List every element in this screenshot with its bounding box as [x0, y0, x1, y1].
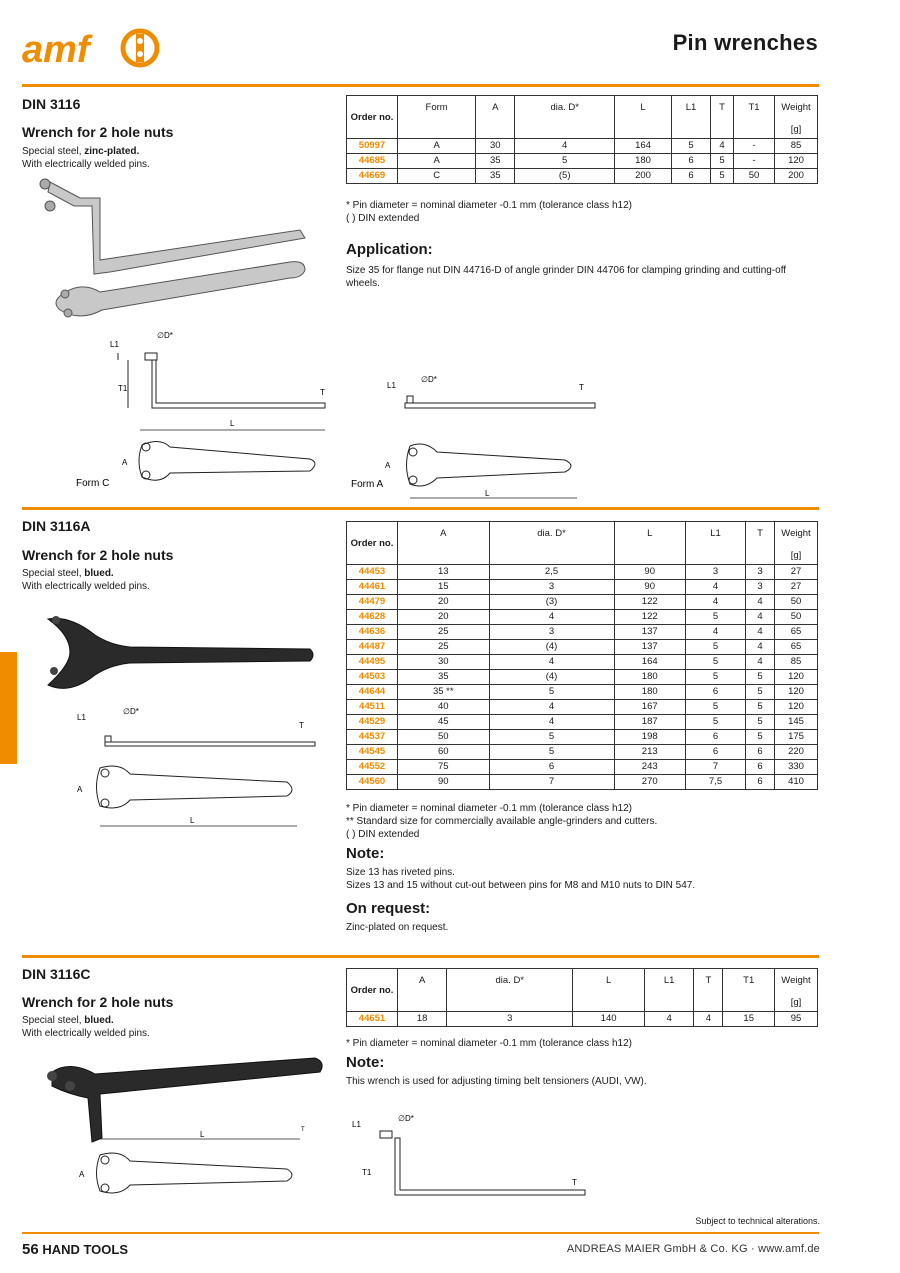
col-a: A: [476, 96, 515, 139]
svg-text:L1: L1: [387, 381, 396, 390]
col-l1: L1: [645, 969, 694, 1012]
table-cell: 4: [711, 139, 734, 154]
table-cell: 13: [398, 565, 490, 580]
order-number-cell[interactable]: 44560: [347, 775, 398, 790]
svg-text:L: L: [190, 816, 195, 825]
table-header: [347, 96, 818, 139]
table-cell: 6: [746, 760, 775, 775]
table-cell: 175: [775, 730, 818, 745]
table-cell: 180: [614, 685, 685, 700]
table-cell: 3: [447, 1012, 573, 1027]
table-cell: 50: [398, 730, 490, 745]
table-cell: 122: [614, 610, 685, 625]
col-a: A: [398, 522, 490, 565]
table-cell: 90: [614, 565, 685, 580]
table-cell: 6: [685, 745, 745, 760]
amf-logo: [22, 24, 162, 74]
table-row: [347, 625, 818, 640]
section2-din: DIN 3116A: [22, 518, 91, 534]
table-row: [347, 700, 818, 715]
table-header: [347, 522, 818, 565]
table-cell: (4): [489, 670, 614, 685]
section3-material: Special steel, blued.: [22, 1015, 114, 1026]
table-row: [347, 580, 818, 595]
table-header: [347, 969, 818, 1012]
table-cell: 7,5: [685, 775, 745, 790]
svg-text:L1: L1: [77, 713, 86, 722]
order-number-cell[interactable]: 44636: [347, 625, 398, 640]
table-cell: 5: [685, 715, 745, 730]
note-heading: Note:: [346, 845, 385, 862]
wrench-photo-formc: [30, 170, 330, 320]
table-cell: 270: [614, 775, 685, 790]
table-cell: 6: [671, 154, 710, 169]
svg-text:T: T: [579, 383, 584, 392]
table-cell: 4: [746, 655, 775, 670]
order-number-cell[interactable]: 44461: [347, 580, 398, 595]
table-cell: 6: [685, 730, 745, 745]
table-cell: 180: [614, 670, 685, 685]
col-order: Order no.: [347, 96, 398, 139]
table-cell: 4: [746, 640, 775, 655]
section1-din: DIN 3116: [22, 96, 81, 112]
table-cell: 35: [398, 670, 490, 685]
col-t: T: [694, 969, 723, 1012]
table-row: [347, 685, 818, 700]
order-number-cell[interactable]: 44529: [347, 715, 398, 730]
table-cell: 145: [775, 715, 818, 730]
table-cell: 5: [746, 700, 775, 715]
table-cell: 4: [746, 625, 775, 640]
table-cell: 140: [573, 1012, 645, 1027]
table-cell: 198: [614, 730, 685, 745]
table-cell: (5): [515, 169, 615, 184]
order-number-cell[interactable]: 44495: [347, 655, 398, 670]
svg-text:L: L: [230, 419, 235, 428]
svg-text:∅D*: ∅D*: [398, 1114, 414, 1123]
table-cell: 4: [685, 580, 745, 595]
table-cell: 120: [775, 700, 818, 715]
table-cell: 5: [711, 169, 734, 184]
application-text: Size 35 for flange nut DIN 44716-D of angle grinder DIN 44706 for clamping grinding and cutting-off wheels.: [346, 265, 787, 289]
section3-table: [346, 968, 818, 1027]
order-number-cell[interactable]: 44545: [347, 745, 398, 760]
table-cell: 5: [746, 685, 775, 700]
section3-din: DIN 3116C: [22, 966, 91, 982]
table-cell: 200: [615, 169, 672, 184]
svg-text:A: A: [77, 785, 83, 794]
table-cell: 137: [614, 625, 685, 640]
table-cell: 164: [615, 139, 672, 154]
table-cell: 75: [398, 760, 490, 775]
table-cell: 120: [775, 685, 818, 700]
svg-text:∅D*: ∅D*: [421, 375, 437, 384]
table-cell: 5: [489, 745, 614, 760]
table-cell: 5: [711, 154, 734, 169]
order-number-cell[interactable]: 50997: [347, 139, 398, 154]
table-cell: 27: [775, 580, 818, 595]
table-row: [347, 745, 818, 760]
note3-text: This wrench is used for adjusting timing belt tensioners (AUDI, VW).: [346, 1076, 647, 1087]
table-cell: 35: [476, 169, 515, 184]
table-cell: 3: [685, 565, 745, 580]
table-cell: 120: [775, 670, 818, 685]
table-cell: 15: [398, 580, 490, 595]
table-row: [347, 655, 818, 670]
col-t: T: [711, 96, 734, 139]
table-cell: A: [398, 139, 476, 154]
order-number-cell[interactable]: 44644: [347, 685, 398, 700]
section1-subtitle: Wrench for 2 hole nuts: [22, 124, 174, 140]
header-rule: [22, 84, 819, 87]
section2-subtitle: Wrench for 2 hole nuts: [22, 547, 174, 563]
table-cell: 18: [398, 1012, 447, 1027]
table-cell: 5: [685, 670, 745, 685]
section2-footnote-3: ( ) DIN extended: [346, 829, 420, 840]
note-line-1: Size 13 has riveted pins.: [346, 867, 455, 878]
table-cell: 220: [775, 745, 818, 760]
din3116c-top-drawing: [65, 1125, 325, 1205]
table-cell: 3: [746, 580, 775, 595]
col-weight: Weight [g]: [775, 969, 818, 1012]
table-cell: 3: [489, 625, 614, 640]
application-heading: Application:: [346, 241, 433, 258]
table-cell: 2,5: [489, 565, 614, 580]
table-cell: 90: [398, 775, 490, 790]
order-number-cell[interactable]: 44685: [347, 154, 398, 169]
table-cell: 5: [685, 610, 745, 625]
table-cell: 5: [515, 154, 615, 169]
table-cell: 4: [746, 595, 775, 610]
table-cell: 85: [775, 655, 818, 670]
table-cell: 27: [775, 565, 818, 580]
section2-material: Special steel, blued.: [22, 568, 114, 579]
section3-subtitle: Wrench for 2 hole nuts: [22, 994, 174, 1010]
page-title: Pin wrenches: [672, 30, 818, 55]
table-cell: 35: [476, 154, 515, 169]
table-cell: 50: [734, 169, 775, 184]
table-cell: 65: [775, 640, 818, 655]
side-tab: [0, 652, 17, 764]
col-l1: L1: [671, 96, 710, 139]
table-cell: 180: [615, 154, 672, 169]
table-cell: 4: [746, 610, 775, 625]
col-order: Order no.: [347, 522, 398, 565]
order-number-cell[interactable]: 44487: [347, 640, 398, 655]
svg-text:T: T: [301, 1127, 305, 1133]
col-dia: dia. D*: [515, 96, 615, 139]
table-cell: 4: [685, 595, 745, 610]
table-cell: 6: [746, 775, 775, 790]
table-cell: 6: [671, 169, 710, 184]
table-cell: 3: [746, 565, 775, 580]
table-row: [347, 640, 818, 655]
col-dia: dia. D*: [447, 969, 573, 1012]
table-cell: 35 **: [398, 685, 490, 700]
table-cell: 50: [775, 595, 818, 610]
section2-footnote-2: ** Standard size for commercially available angle-grinders and cutters.: [346, 816, 658, 827]
table-cell: 65: [775, 625, 818, 640]
table-cell: 164: [614, 655, 685, 670]
svg-text:∅D*: ∅D*: [157, 331, 173, 340]
table-cell: 5: [489, 730, 614, 745]
section3-footnote-1: * Pin diameter = nominal diameter -0.1 mm (tolerance class h12): [346, 1038, 632, 1049]
table-cell: 30: [398, 655, 490, 670]
order-number-cell[interactable]: 44511: [347, 700, 398, 715]
table-cell: 4: [489, 655, 614, 670]
svg-text:T1: T1: [118, 384, 128, 393]
request-text: Zinc-plated on request.: [346, 922, 449, 933]
table-row: [347, 715, 818, 730]
table-cell: 5: [489, 685, 614, 700]
col-l1: L1: [685, 522, 745, 565]
col-l: L: [615, 96, 672, 139]
table-cell: 95: [775, 1012, 818, 1027]
svg-text:T: T: [320, 388, 325, 397]
col-l: L: [614, 522, 685, 565]
table-cell: (4): [489, 640, 614, 655]
din3116c-side-drawing: [340, 1105, 610, 1210]
table-cell: 40: [398, 700, 490, 715]
section1-table: [346, 95, 818, 184]
table-row: [347, 1012, 818, 1027]
table-cell: 5: [685, 700, 745, 715]
wrench-photo-3116a: [40, 605, 320, 700]
col-t1: T1: [734, 96, 775, 139]
table-cell: 4: [489, 700, 614, 715]
table-cell: (3): [489, 595, 614, 610]
table-cell: 20: [398, 595, 490, 610]
order-number-cell[interactable]: 44479: [347, 595, 398, 610]
svg-text:T: T: [572, 1178, 577, 1187]
table-cell: 7: [489, 775, 614, 790]
col-l: L: [573, 969, 645, 1012]
table-cell: 50: [775, 610, 818, 625]
note3-heading: Note:: [346, 1054, 385, 1071]
table-cell: 5: [746, 730, 775, 745]
table-cell: 4: [685, 625, 745, 640]
table-cell: 15: [723, 1012, 775, 1027]
table-cell: C: [398, 169, 476, 184]
table-cell: 4: [515, 139, 615, 154]
table-cell: A: [398, 154, 476, 169]
footer-company: ANDREAS MAIER GmbH & Co. KG · www.amf.de: [566, 1243, 820, 1255]
form-c-label: Form C: [76, 478, 110, 489]
table-cell: 4: [645, 1012, 694, 1027]
section1-material: Special steel, zinc-plated.: [22, 146, 140, 157]
table-cell: 5: [746, 715, 775, 730]
order-number-cell[interactable]: 44552: [347, 760, 398, 775]
section1-footnote-1: * Pin diameter = nominal diameter -0.1 mm (tolerance class h12): [346, 200, 632, 211]
table-cell: 4: [694, 1012, 723, 1027]
note-line-2: Sizes 13 and 15 without cut-out between pins for M8 and M10 nuts to DIN 547.: [346, 880, 696, 891]
section2-rule: [22, 507, 819, 510]
svg-text:A: A: [79, 1170, 85, 1179]
svg-text:L: L: [485, 489, 490, 498]
table-cell: 410: [775, 775, 818, 790]
formc-drawing: [70, 325, 340, 495]
table-cell: 45: [398, 715, 490, 730]
svg-text:A: A: [122, 458, 128, 467]
section2-footnote-1: * Pin diameter = nominal diameter -0.1 mm (tolerance class h12): [346, 803, 632, 814]
page-number: 56: [22, 1241, 39, 1258]
table-cell: 213: [614, 745, 685, 760]
table-cell: 5: [671, 139, 710, 154]
table-cell: 25: [398, 640, 490, 655]
order-number-cell[interactable]: 44669: [347, 169, 398, 184]
table-row: [347, 154, 818, 169]
table-cell: -: [734, 139, 775, 154]
table-cell: 30: [476, 139, 515, 154]
footer-section: HAND TOOLS: [42, 1242, 129, 1257]
svg-text:T1: T1: [362, 1168, 372, 1177]
table-row: [347, 730, 818, 745]
col-t: T: [746, 522, 775, 565]
table-row: [347, 775, 818, 790]
order-number-cell[interactable]: 44651: [347, 1012, 398, 1027]
section1-footnote-2: ( ) DIN extended: [346, 213, 420, 224]
col-a: A: [398, 969, 447, 1012]
table-cell: -: [734, 154, 775, 169]
table-cell: 187: [614, 715, 685, 730]
table-row: [347, 760, 818, 775]
section1-desc: With electrically welded pins.: [22, 159, 150, 170]
table-cell: 120: [775, 154, 818, 169]
request-heading: On request:: [346, 900, 431, 917]
section3-desc: With electrically welded pins.: [22, 1028, 150, 1039]
table-cell: 6: [685, 685, 745, 700]
table-cell: 167: [614, 700, 685, 715]
din3116a-drawing: [65, 700, 325, 830]
table-cell: 90: [614, 580, 685, 595]
col-order: Order no.: [347, 969, 398, 1012]
table-cell: 5: [685, 655, 745, 670]
table-cell: 3: [489, 580, 614, 595]
col-t1: T1: [723, 969, 775, 1012]
svg-text:L: L: [200, 1130, 205, 1139]
table-row: [347, 610, 818, 625]
table-cell: 4: [489, 715, 614, 730]
table-cell: 137: [614, 640, 685, 655]
svg-text:∅D*: ∅D*: [123, 707, 139, 716]
svg-text:T: T: [299, 721, 304, 730]
forma-drawing: [345, 368, 605, 503]
table-cell: 6: [489, 760, 614, 775]
table-cell: 5: [685, 640, 745, 655]
table-row: [347, 595, 818, 610]
table-cell: 200: [775, 169, 818, 184]
section3-rule: [22, 955, 819, 958]
table-cell: 4: [489, 610, 614, 625]
table-cell: 7: [685, 760, 745, 775]
footer-page: [22, 1241, 128, 1258]
footer-rule: [22, 1232, 819, 1234]
table-row: [347, 139, 818, 154]
order-number-cell[interactable]: 44503: [347, 670, 398, 685]
table-cell: 243: [614, 760, 685, 775]
svg-text:L1: L1: [110, 340, 119, 349]
table-row: [347, 169, 818, 184]
table-cell: 25: [398, 625, 490, 640]
table-cell: 20: [398, 610, 490, 625]
order-number-cell[interactable]: 44537: [347, 730, 398, 745]
svg-text:A: A: [385, 461, 391, 470]
table-row: [347, 670, 818, 685]
table-cell: 60: [398, 745, 490, 760]
section2-table: [346, 521, 818, 790]
col-form: Form: [398, 96, 476, 139]
order-number-cell[interactable]: 44453: [347, 565, 398, 580]
section2-desc: With electrically welded pins.: [22, 581, 150, 592]
table-row: [347, 565, 818, 580]
table-cell: 85: [775, 139, 818, 154]
table-cell: 122: [614, 595, 685, 610]
table-cell: 5: [746, 670, 775, 685]
col-weight: Weight [g]: [775, 96, 818, 139]
col-dia: dia. D*: [489, 522, 614, 565]
order-number-cell[interactable]: 44628: [347, 610, 398, 625]
svg-text:L1: L1: [352, 1120, 361, 1129]
subject-to-alterations: Subject to technical alterations.: [695, 1216, 820, 1226]
col-weight: Weight [g]: [775, 522, 818, 565]
table-cell: 330: [775, 760, 818, 775]
form-a-label: Form A: [351, 479, 384, 490]
table-cell: 6: [746, 745, 775, 760]
logo-text: amf: [22, 29, 90, 71]
